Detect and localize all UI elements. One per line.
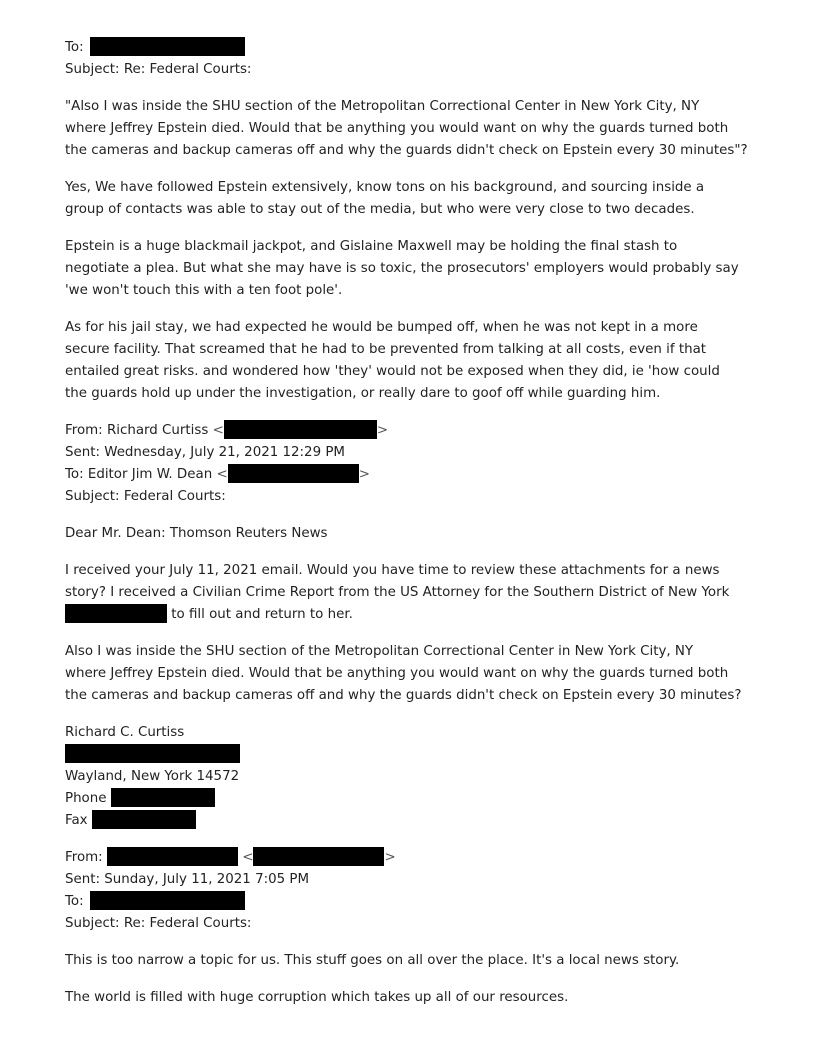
first-email-sent: Sent: Wednesday, July 21, 2021 12:29 PM bbox=[65, 445, 345, 460]
signature-city: Wayland, New York 14572 bbox=[65, 769, 240, 784]
from-label: From: bbox=[65, 850, 103, 865]
redacted-block bbox=[65, 604, 167, 623]
redacted-block bbox=[107, 847, 238, 866]
first-email-subject: Subject: Federal Courts: bbox=[65, 489, 226, 504]
reply-to-line bbox=[65, 37, 765, 59]
greeting: Dear Mr. Dean: Thomson Reuters News bbox=[65, 526, 328, 541]
to-label: To: bbox=[65, 40, 84, 55]
redacted-block bbox=[90, 37, 245, 56]
signature-phone bbox=[65, 788, 765, 810]
reply-paragraph-1: "Also I was inside the SHU section of the Metropolitan Correctional Center in New York City, NY where Jeffrey Epstein died. Would that be anything you would want on why the guards turned both the cameras and backup cameras off and why the guards didn't check on Epstein every 30 minutes"? bbox=[65, 99, 748, 158]
first-email-paragraph-1: I received your July 11, 2021 email. Would you have time to review these attachments for a news story? I received a Civilian Crime Report from the US Attorney for the Southern District of New York to fill out and return to her. bbox=[65, 563, 730, 622]
signature-name: Richard C. Curtiss bbox=[65, 725, 185, 740]
original-email-sent: Sent: Sunday, July 11, 2021 7:05 PM bbox=[65, 872, 310, 887]
redacted-block bbox=[253, 847, 384, 866]
first-email-to-line: To: Editor Jim W. Dean < > bbox=[65, 464, 765, 486]
redacted-block bbox=[92, 810, 196, 829]
redacted-block bbox=[90, 891, 245, 910]
reply-paragraph-3: Epstein is a huge blackmail jackpot, and Gislaine Maxwell may be holding the final stash to negotiate a plea. But what she may have is so toxic, the prosecutors' employers would probably say 'we won't touch this with a ten foot pole'. bbox=[65, 239, 739, 298]
to-label: To: bbox=[65, 894, 84, 909]
from-label: From: Richard Curtiss bbox=[65, 423, 209, 438]
original-email-from-line: From: < > bbox=[65, 847, 765, 869]
original-email-paragraph-2: The world is filled with huge corruption which takes up all of our resources. bbox=[65, 990, 569, 1005]
redacted-block bbox=[111, 788, 215, 807]
signature-redacted-line bbox=[65, 744, 765, 766]
redacted-block bbox=[224, 420, 377, 439]
reply-subject: Subject: Re: Federal Courts: bbox=[65, 62, 252, 77]
phone-label: Phone bbox=[65, 791, 107, 806]
redacted-block bbox=[65, 744, 240, 763]
to-label: To: Editor Jim W. Dean bbox=[65, 467, 213, 482]
original-email-paragraph-1: This is too narrow a topic for us. This stuff goes on all over the place. It's a local news story. bbox=[65, 953, 680, 968]
signature-fax bbox=[65, 810, 765, 832]
reply-paragraph-2: Yes, We have followed Epstein extensively, know tons on his background, and sourcing inside a group of contacts was able to stay out of the media, but who were very close to two decades. bbox=[65, 180, 705, 217]
fax-label: Fax bbox=[65, 813, 88, 828]
redacted-block bbox=[228, 464, 359, 483]
first-email-from-line: From: Richard Curtiss < > bbox=[65, 420, 765, 442]
reply-paragraph-4: As for his jail stay, we had expected he would be bumped off, when he was not kept in a more secure facility. That screamed that he had to be prevented from talking at all costs, even if that entailed great risks. and wondered how 'they' would not be exposed when they did, ie 'how could the guards hold up under the investigation, or really dare to goof off while guarding him. bbox=[65, 320, 720, 401]
first-email-paragraph-2: Also I was inside the SHU section of the Metropolitan Correctional Center in New York City, NY where Jeffrey Epstein died. Would that be anything you would want on why the guards turned both the cameras and backup cameras off and why the guards didn't check on Epstein every 30 minutes? bbox=[65, 644, 742, 703]
original-email-to-line bbox=[65, 891, 765, 913]
email-document bbox=[65, 37, 765, 1009]
original-email-subject: Subject: Re: Federal Courts: bbox=[65, 916, 252, 931]
